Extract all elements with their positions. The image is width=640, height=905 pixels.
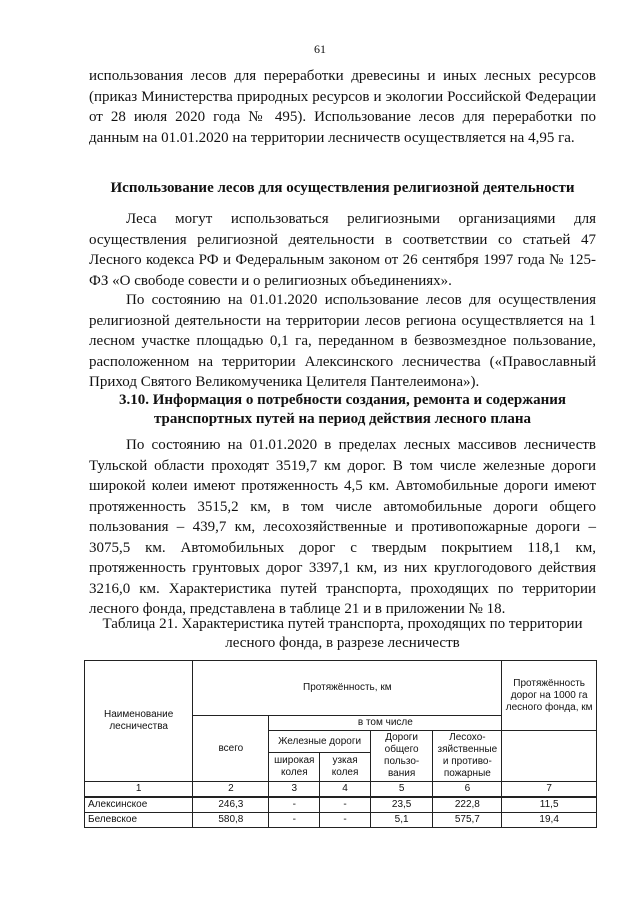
column-number: 1	[85, 782, 193, 798]
column-number: 2	[193, 782, 269, 798]
header-railways: Железные дороги	[269, 731, 370, 753]
header-broad-gauge: широкая колея	[269, 753, 320, 782]
header-length: Протяжённость, км	[193, 661, 502, 716]
table-21	[84, 660, 597, 828]
narrow-gauge-value: -	[320, 813, 371, 828]
table-row	[85, 813, 597, 828]
page-number: 61	[314, 42, 326, 56]
table-21-caption: Таблица 21. Характеристика путей транспорта, проходящих по территории лесного фонда, в разрезе лесничеств	[102, 616, 583, 651]
forestry-name: Белевское	[85, 813, 193, 828]
forestry-name: Алексинское	[85, 797, 193, 813]
public-roads-value: 5,1	[370, 813, 433, 828]
paragraph-religious-legal-basis: Леса могут использоваться религиозными организациями для осуществления религиозной деятельности в соответствии со статьей 47 Лесного кодекса РФ и Федеральным законом от 26 сентября 1997 года № 125-ФЗ «О свободе совести и о религиозных объединениях».	[89, 211, 596, 289]
column-number: 7	[502, 782, 597, 798]
length-total: 246,3	[193, 797, 269, 813]
paragraph-processing-continuation: использования лесов для переработки древесины и иных лесных ресурсов (приказ Министерства природных ресурсов и экологии Российской Федерации от 28 июля 2020 года № 495). Использование лесов для переработки по данным на 01.01.2020 на территории лесничеств осуществляется на 4,95 га.	[89, 68, 596, 146]
forest-roads-value: 575,7	[433, 813, 502, 828]
heading-section-3-10: 3.10. Информация о потребности создания, ремонта и содержания транспортных путей на период действия лесного плана	[119, 392, 566, 427]
header-name: Наименование лесничества	[85, 661, 193, 782]
column-number: 4	[320, 782, 371, 798]
header-total: всего	[193, 716, 269, 782]
heading-religious-use: Использование лесов для осуществления религиозной деятельности	[110, 180, 575, 196]
paragraph-roads-summary: По состоянию на 01.01.2020 в пределах лесных массивов лесничеств Тульской области проходят 3519,7 км дорог. В том числе железные дороги широкой колеи имеют протяженность 4,5 км. Автомобильные дороги имеют протяженность 3515,2 км, в том числе автомобильные дороги общего пользования – 439,7 км, лесохозяйственные и противопожарные дороги – 3075,5 км. Автомобильных дорог с твердым покрытием 118,1 км, протяженность грунтовых дорог 3397,1 км, из них круглогодового действия 3216,0 км. Характеристика путей транспорта, проходящих по территории лесного фонда, представлена в таблице 21 и в приложении № 18.	[89, 437, 596, 617]
density-value: 11,5	[502, 797, 597, 813]
density-value: 19,4	[502, 813, 597, 828]
header-density: Протяжённость дорог на 1000 га лесного фонда, км	[502, 661, 597, 731]
header-density-blank	[502, 731, 597, 782]
column-number: 5	[370, 782, 433, 798]
table-row	[85, 797, 597, 813]
header-forest-roads: Лесохо-зяйственные и противо-пожарные	[433, 731, 502, 782]
narrow-gauge-value: -	[320, 797, 371, 813]
length-total: 580,8	[193, 813, 269, 828]
column-numbers-row	[85, 782, 597, 798]
header-including: в том числе	[269, 716, 502, 731]
column-number: 6	[433, 782, 502, 798]
broad-gauge-value: -	[269, 797, 320, 813]
public-roads-value: 23,5	[370, 797, 433, 813]
header-public-roads: Дороги общего пользо-вания	[370, 731, 433, 782]
header-narrow-gauge: узкая колея	[320, 753, 371, 782]
column-number: 3	[269, 782, 320, 798]
paragraph-religious-status: По состоянию на 01.01.2020 использование лесов для осуществления религиозной деятельности на территории лесов региона осуществляется на 1 лесном участке площадью 0,1 га, переданном в безвозмездное пользование, расположенном на территории Алексинского лесничества («Православный Приход Святого Великомученика Целителя Пантелеимона»).	[89, 292, 596, 390]
forest-roads-value: 222,8	[433, 797, 502, 813]
broad-gauge-value: -	[269, 813, 320, 828]
